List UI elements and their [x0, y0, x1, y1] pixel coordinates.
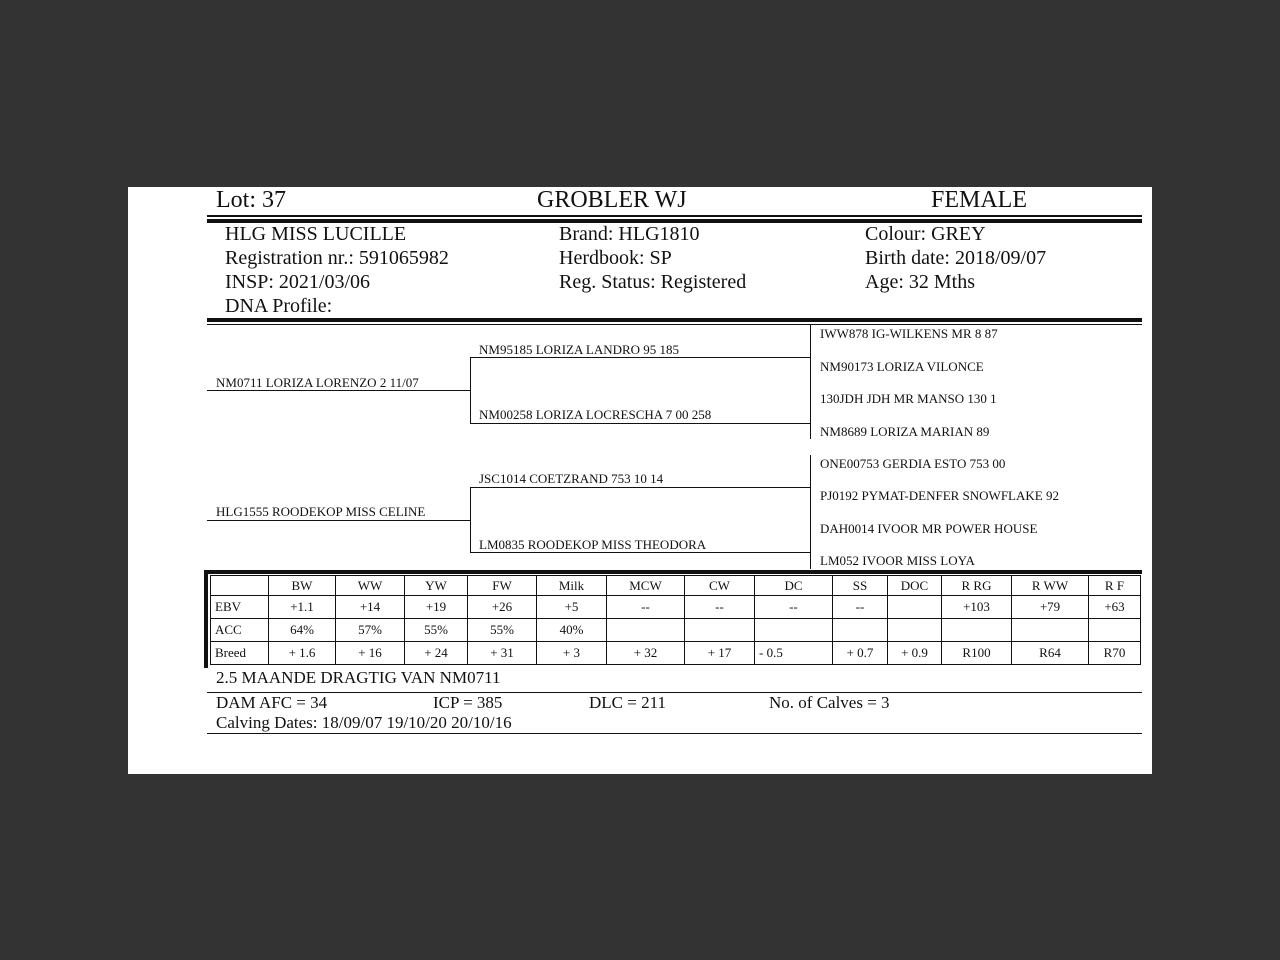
- ebv-col-header: DC: [755, 576, 833, 596]
- animal-name: HLG MISS LUCILLE: [225, 223, 407, 245]
- ebv-cell: + 1.6: [269, 642, 336, 665]
- pregnancy-note: 2.5 MAANDE DRAGTIG VAN NM0711: [216, 668, 501, 687]
- ebv-cell: 40%: [537, 619, 607, 642]
- ebv-rule-left: [204, 570, 208, 668]
- ebv-cell: [755, 619, 833, 642]
- brand: Brand: HLG1810: [559, 223, 700, 245]
- ebv-col-header: Milk: [537, 576, 607, 596]
- ebv-cell: +1.1: [269, 596, 336, 619]
- ebv-cell: + 3: [537, 642, 607, 665]
- ebv-row-label: Breed: [211, 642, 269, 665]
- sire-line: [207, 390, 470, 391]
- header-rule-top: [207, 215, 1142, 217]
- ebv-row-label: EBV: [211, 596, 269, 619]
- ebv-cell: [888, 619, 942, 642]
- pedigree-dam-dam: LM0835 ROODEKOP MISS THEODORA: [479, 537, 707, 552]
- info-rule-bottom: [207, 324, 1142, 325]
- ebv-cell: R100: [942, 642, 1012, 665]
- ebv-cell: --: [607, 596, 685, 619]
- ebv-col-header: BW: [269, 576, 336, 596]
- number-of-calves: No. of Calves = 3: [769, 693, 890, 712]
- age: Age: 32 Mths: [865, 271, 975, 293]
- ebv-header-row: [211, 576, 1141, 596]
- ebv-row-breed: [211, 642, 1141, 665]
- lot-sheet: [128, 187, 1152, 774]
- ebv-col-header: WW: [336, 576, 405, 596]
- ebv-col-header: SS: [833, 576, 888, 596]
- ebv-cell: [1012, 619, 1089, 642]
- pedigree-ggp-5: ONE00753 GERDIA ESTO 753 00: [820, 456, 1006, 471]
- icp: ICP = 385: [433, 693, 503, 712]
- ebv-cell: [607, 619, 685, 642]
- ebv-col-header: FW: [468, 576, 537, 596]
- ebv-cell: + 17: [685, 642, 755, 665]
- ebv-cell: 55%: [405, 619, 468, 642]
- ebv-row-acc: [211, 619, 1141, 642]
- ebv-row-ebv: [211, 596, 1141, 619]
- notes-rule: [207, 692, 1142, 693]
- info-rule-top: [207, 318, 1142, 322]
- ebv-cell: [833, 619, 888, 642]
- calving-dates: Calving Dates: 18/09/07 19/10/20 20/10/16: [216, 713, 512, 732]
- dam-sire-line: [470, 487, 810, 488]
- ebv-col-header: DOC: [888, 576, 942, 596]
- pedigree-ggp-3: 130JDH JDH MR MANSO 130 1: [820, 391, 997, 406]
- ebv-cell: --: [833, 596, 888, 619]
- ebv-cell: +5: [537, 596, 607, 619]
- ebv-cell: + 32: [607, 642, 685, 665]
- pedigree-sire-dam: NM00258 LORIZA LOCRESCHA 7 00 258: [479, 407, 712, 422]
- lot-number: Lot: 37: [216, 187, 286, 213]
- insp-date: INSP: 2021/03/06: [225, 271, 371, 293]
- ebv-rule-top: [204, 570, 1142, 574]
- ebv-cell: + 24: [405, 642, 468, 665]
- ebv-cell: 57%: [336, 619, 405, 642]
- ebv-cell: + 31: [468, 642, 537, 665]
- ebv-cell: 55%: [468, 619, 537, 642]
- dam-bracket: [470, 487, 471, 553]
- pedigree-sire-sire: NM95185 LORIZA LANDRO 95 185: [479, 342, 680, 357]
- owner-name: GROBLER WJ: [537, 187, 687, 213]
- ebv-cell: +19: [405, 596, 468, 619]
- ebv-cell: +63: [1089, 596, 1141, 619]
- pedigree-ggp-2: NM90173 LORIZA VILONCE: [820, 359, 984, 374]
- ebv-col-header: R WW: [1012, 576, 1089, 596]
- ebv-col-header: CW: [685, 576, 755, 596]
- dna-profile: DNA Profile:: [225, 295, 333, 317]
- ebv-cell: [1089, 619, 1141, 642]
- pedigree-dam: HLG1555 ROODEKOP MISS CELINE: [216, 504, 426, 519]
- ebv-cell: [888, 596, 942, 619]
- ebv-col-header: [211, 576, 269, 596]
- ebv-cell: [685, 619, 755, 642]
- bottom-rule: [207, 733, 1142, 734]
- ebv-cell: R64: [1012, 642, 1089, 665]
- colour: Colour: GREY: [865, 223, 986, 245]
- sire-bracket: [470, 357, 471, 424]
- pedigree-dam-sire: JSC1014 COETZRAND 753 10 14: [479, 471, 664, 486]
- ebv-table: [210, 575, 1141, 665]
- pedigree-sire: NM0711 LORIZA LORENZO 2 11/07: [216, 375, 419, 390]
- pedigree-ggp-1: IWW878 IG-WILKENS MR 8 87: [820, 326, 998, 341]
- ebv-cell: 64%: [269, 619, 336, 642]
- ebv-col-header: R F: [1089, 576, 1141, 596]
- registration-number: Registration nr.: 591065982: [225, 247, 449, 269]
- pedigree-ggp-8: LM052 IVOOR MISS LOYA: [820, 553, 975, 568]
- ebv-cell: +26: [468, 596, 537, 619]
- ebv-row-label: ACC: [211, 619, 269, 642]
- dam-afc: DAM AFC = 34: [216, 693, 328, 712]
- ebv-cell: +14: [336, 596, 405, 619]
- birth-date: Birth date: 2018/09/07: [865, 247, 1047, 269]
- ebv-cell: --: [685, 596, 755, 619]
- pedigree-ggp-6: PJ0192 PYMAT-DENFER SNOWFLAKE 92: [820, 488, 1059, 503]
- ebv-col-header: YW: [405, 576, 468, 596]
- sex-label: FEMALE: [931, 187, 1027, 213]
- dam-line: [207, 520, 470, 521]
- pedigree-ggp-4: NM8689 LORIZA MARIAN 89: [820, 424, 990, 439]
- dlc: DLC = 211: [589, 693, 666, 712]
- ebv-cell: --: [755, 596, 833, 619]
- ebv-col-header: R RG: [942, 576, 1012, 596]
- ebv-cell: +79: [1012, 596, 1089, 619]
- herdbook: Herdbook: SP: [559, 247, 672, 269]
- ebv-cell: +103: [942, 596, 1012, 619]
- ebv-cell: + 0.7: [833, 642, 888, 665]
- dam-dam-line: [470, 552, 810, 553]
- ebv-col-header: MCW: [607, 576, 685, 596]
- sire-sire-line: [470, 357, 810, 358]
- ebv-cell: [942, 619, 1012, 642]
- ebv-cell: + 16: [336, 642, 405, 665]
- ebv-cell: + 0.9: [888, 642, 942, 665]
- reg-status: Reg. Status: Registered: [559, 271, 747, 293]
- ggp-bracket-1: [810, 325, 811, 439]
- ebv-cell: - 0.5: [755, 642, 833, 665]
- sire-dam-line: [470, 423, 810, 424]
- ggp-bracket-2: [810, 455, 811, 569]
- pedigree-ggp-7: DAH0014 IVOOR MR POWER HOUSE: [820, 521, 1038, 536]
- ebv-cell: R70: [1089, 642, 1141, 665]
